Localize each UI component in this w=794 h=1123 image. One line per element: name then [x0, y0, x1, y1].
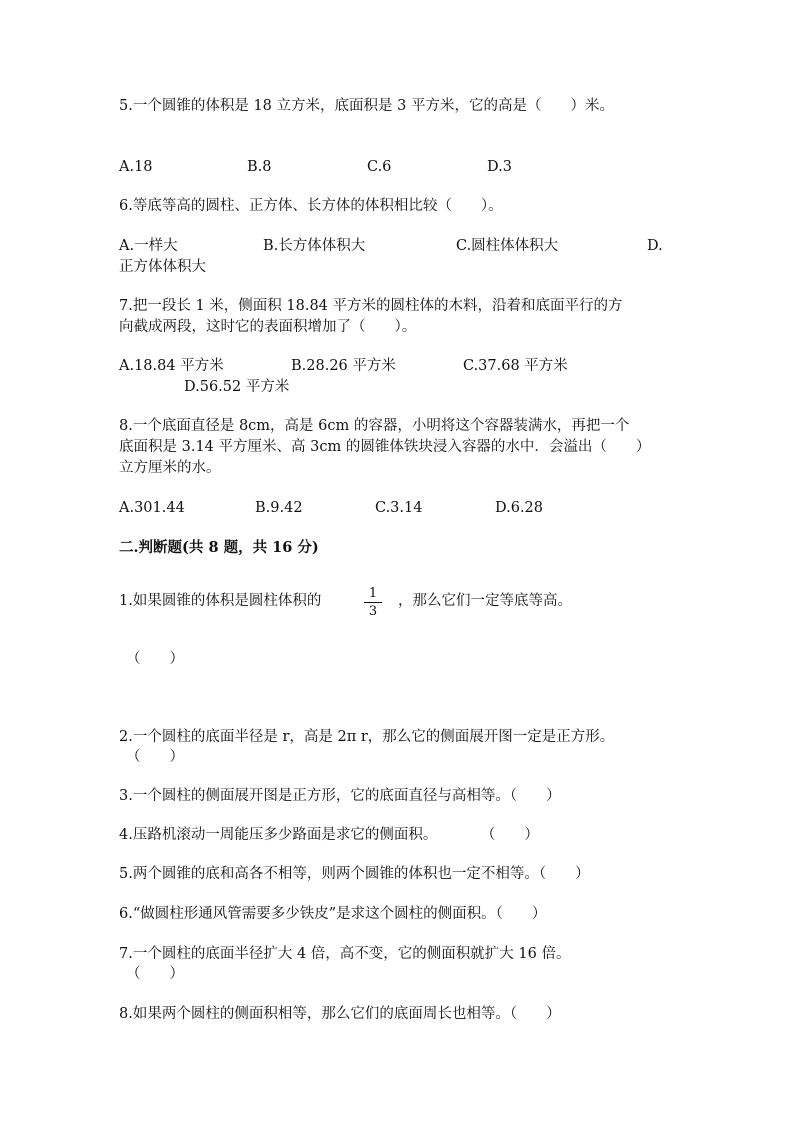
mc-q7-stem-line1: 7.把一段长 1 米，侧面积 18.84 平方米的圆柱体的木料，沿着和底面平行的方 [119, 298, 623, 314]
mc-q5-option-c: C.6 [367, 159, 392, 175]
tf-q1-answer-paren: （ ） [126, 651, 184, 667]
mc-q5-option-a: A.18 [119, 159, 153, 175]
tf-q7-answer-paren: （ ） [126, 966, 184, 982]
tf-q6: 6.“做圆柱形通风管需要多少铁皮”是求这个圆柱的侧面积。（ ） [119, 906, 547, 922]
mc-q8-option-b: B.9.42 [255, 500, 303, 516]
mc-q6-option-b: B.长方体体积大 [263, 238, 366, 254]
mc-q8-option-a: A.301.44 [119, 500, 185, 516]
tf-q1-fraction [364, 586, 382, 619]
mc-q7-option-b: B.28.26 平方米 [291, 358, 396, 374]
mc-q8-stem-line1: 8.一个底面直径是 8cm，高是 6cm 的容器，小明将这个容器装满水，再把一个 [119, 418, 630, 434]
mc-q8-stem-line2: 底面积是 3.14 平方厘米、高 3cm 的圆锥体铁块浸入容器的水中．会溢出（ ） [119, 439, 651, 455]
mc-q8-option-c: C.3.14 [375, 500, 423, 516]
tf-q5: 5.两个圆锥的底和高各不相等，则两个圆锥的体积也一定不相等。（ ） [119, 866, 590, 882]
mc-q5-option-b: B.8 [247, 159, 272, 175]
section-heading-true-false: 二.判断题(共 8 题，共 16 分) [119, 539, 319, 556]
fraction-denominator: 3 [368, 604, 378, 619]
tf-q4: 4.压路机滚动一周能压多少路面是求它的侧面积。 （ ） [119, 827, 539, 843]
mc-q6-option-d: D. [647, 238, 663, 254]
mc-q7-option-a: A.18.84 平方米 [119, 358, 224, 374]
mc-q6-stem: 6.等底等高的圆柱、正方体、长方体的体积相比较（ ）。 [119, 198, 503, 214]
tf-q7-line1: 7.一个圆柱的底面半径扩大 4 倍，高不变，它的侧面积就扩大 16 倍。 [119, 946, 571, 962]
mc-q7-option-c: C.37.68 平方米 [463, 358, 568, 374]
tf-q1-text-before: 1.如果圆锥的体积是圆柱体积的 [119, 593, 322, 609]
tf-q2-answer-paren: （ ） [126, 749, 184, 765]
mc-q6-option-c: C.圆柱体体积大 [456, 238, 559, 254]
mc-q6-option-d-text: 正方体体积大 [119, 259, 206, 275]
tf-q1-text-after: ，那么它们一定等底等高。 [398, 593, 572, 609]
mc-q8-stem-line3: 立方厘米的水。 [119, 460, 221, 476]
mc-q5-option-d: D.3 [487, 159, 512, 175]
fraction-bar [364, 602, 382, 603]
mc-q8-option-d: D.6.28 [495, 500, 544, 516]
fraction-numerator: 1 [368, 586, 378, 601]
tf-q2-line1: 2.一个圆柱的底面半径是 r，高是 2π r，那么它的侧面展开图一定是正方形。 [119, 729, 615, 745]
mc-q6-option-a: A.一样大 [119, 238, 178, 254]
mc-q7-option-d: D.56.52 平方米 [184, 379, 290, 395]
tf-q8: 8.如果两个圆柱的侧面积相等，那么它们的底面周长也相等。（ ） [119, 1006, 561, 1022]
tf-q3: 3.一个圆柱的侧面展开图是正方形，它的底面直径与高相等。（ ） [119, 788, 561, 804]
mc-q5-stem: 5.一个圆锥的体积是 18 立方米，底面积是 3 平方米，它的高是（ ）米。 [119, 98, 614, 114]
mc-q7-stem-line2: 向截成两段，这时它的表面积增加了（ ）。 [119, 319, 417, 335]
